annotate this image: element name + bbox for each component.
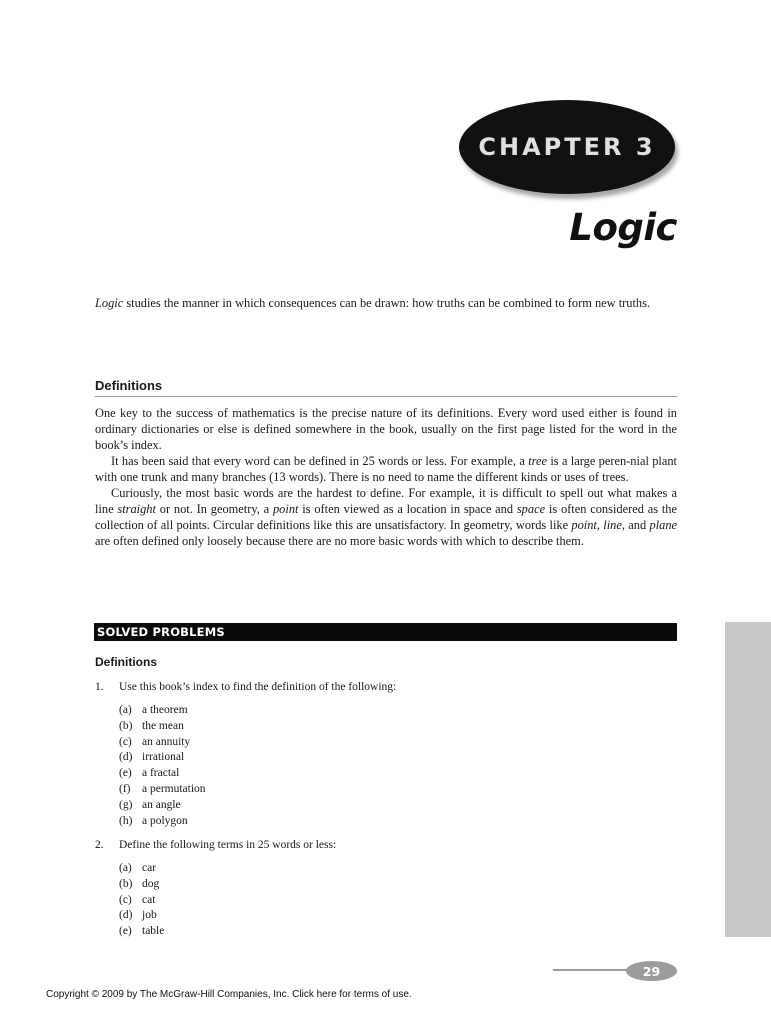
problem-number: 2. xyxy=(95,839,104,851)
option-text: a polygon xyxy=(142,814,188,827)
p3-text-f: , and xyxy=(621,518,650,532)
intro-term: Logic xyxy=(95,296,124,310)
option-label: (d) xyxy=(119,751,133,764)
option-label: (a) xyxy=(119,862,132,874)
option-text: table xyxy=(142,925,165,938)
term-space: space xyxy=(516,502,546,516)
option-text: an angle xyxy=(142,798,181,811)
option-label: (e) xyxy=(119,925,132,938)
option-label: (a) xyxy=(119,704,132,716)
terms-of-use-link[interactable]: Click here for terms of use. xyxy=(292,989,412,1000)
page-number-rule xyxy=(553,969,635,971)
copyright-notice xyxy=(46,989,412,1000)
option-label: (h) xyxy=(119,814,133,827)
option-label: (c) xyxy=(119,735,132,748)
term-straight: straight xyxy=(117,502,156,516)
option-text: dog xyxy=(142,877,160,890)
option-text: car xyxy=(142,862,157,874)
section-heading-definitions: Definitions xyxy=(95,378,677,397)
option-label: (b) xyxy=(119,719,133,732)
option-text: the mean xyxy=(142,719,184,732)
p3-text-e: , xyxy=(596,518,604,532)
chapter-badge-label: CHAPTER 3 xyxy=(478,133,656,161)
term-point-2: point xyxy=(571,518,597,532)
option-text: job xyxy=(142,909,157,922)
page-number-label: 29 xyxy=(642,963,661,979)
option-text: an annuity xyxy=(142,735,191,748)
p3-text-a: Curiously, the most basic words are the hardest to define. For example, it is difficult to spell out what makes a line xyxy=(95,486,677,516)
option-label: (g) xyxy=(119,798,133,811)
p3-text-b: or not. In geometry, a xyxy=(155,502,273,516)
option-text: a permutation xyxy=(142,782,206,795)
option-text: cat xyxy=(142,893,156,906)
p3-text-g: are often defined only loosely because there are no more basic words with which to describe them. xyxy=(95,534,584,548)
problem-question: Use this book’s index to find the definition of the following: xyxy=(119,681,397,693)
definitions-paragraph-2 xyxy=(95,453,677,485)
chapter-title: Logic xyxy=(569,206,677,249)
option-label: (d) xyxy=(119,909,133,922)
chapter-thumb-tab xyxy=(725,622,771,937)
definitions-paragraph-1: One key to the success of mathematics is the precise nature of its definitions. Every word used either is found in ordinary dictionaries or else is defined somewhere in the book, usually on the first page listed for the word in the book’s index. xyxy=(95,406,677,452)
option-text: a fractal xyxy=(142,767,180,780)
p3-text-d: is often considered as the collection of all points. Circular definitions like this are unsatisfactory. In geometry, words like xyxy=(95,502,677,532)
term-line: line xyxy=(603,518,622,532)
solved-problems-bar: SOLVED PROBLEMS xyxy=(94,623,677,641)
problem-question: Define the following terms in 25 words or less: xyxy=(119,839,337,851)
term-point: point xyxy=(272,502,299,516)
option-text: irrational xyxy=(142,751,185,764)
intro-paragraph xyxy=(95,295,677,311)
problem-number: 1. xyxy=(95,681,104,693)
p3-text-c: is often viewed as a location in space and xyxy=(298,502,517,516)
chapter-badge xyxy=(459,100,675,194)
intro-text: studies the manner in which consequences can be drawn: how truths can be combined to form new truths. xyxy=(123,296,651,310)
copyright-text: Copyright © 2009 by The McGraw-Hill Companies, Inc. xyxy=(46,989,293,1000)
p2-text-a: It has been said that every word can be defined in 25 words or less. For example, a xyxy=(111,454,529,468)
page-number xyxy=(626,961,677,981)
p2-text-b: is a large peren-nial plant with one trunk and many branches (13 words). There is no need to name the different kinds or uses of trees. xyxy=(95,454,677,484)
option-label: (e) xyxy=(119,767,132,780)
solved-subheading: Definitions xyxy=(95,655,157,669)
definitions-paragraph-3 xyxy=(95,485,677,549)
option-text: a theorem xyxy=(142,704,188,716)
option-label: (c) xyxy=(119,893,132,906)
definitions-body xyxy=(95,405,677,549)
option-label: (f) xyxy=(119,782,131,795)
term-plane: plane xyxy=(649,518,678,532)
option-label: (b) xyxy=(119,877,133,890)
term-tree: tree xyxy=(528,454,548,468)
